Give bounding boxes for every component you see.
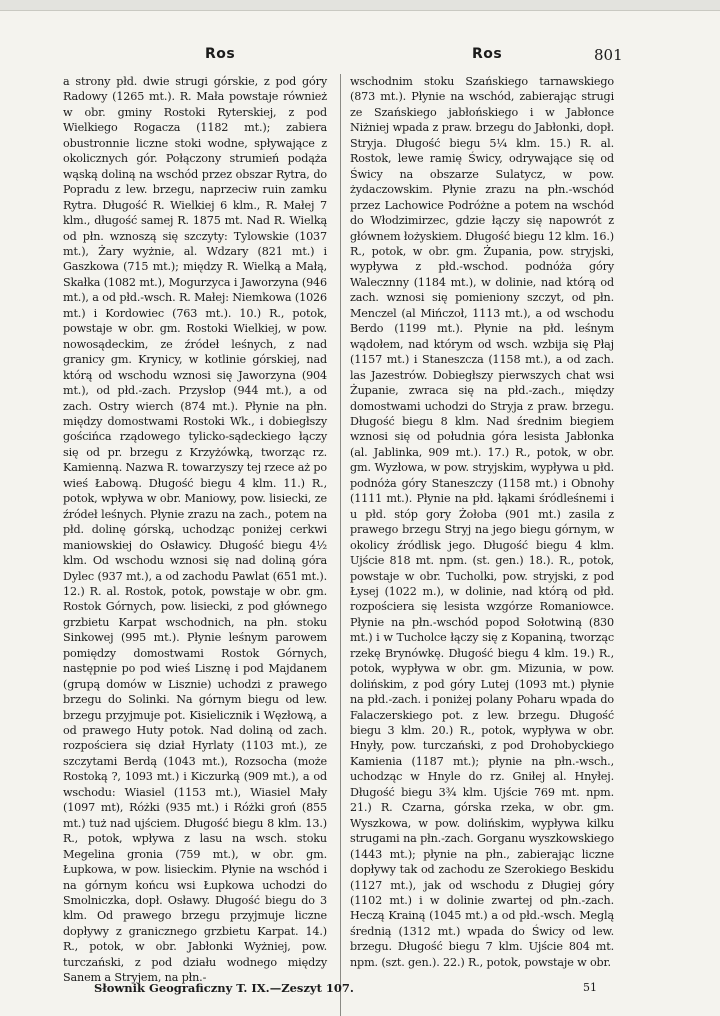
footer-signature: Słownik Geograficzny T. IX.—Zeszyt 107. [94,981,354,995]
footer-sheet-number: 51 [583,981,597,994]
left-column [63,74,327,986]
page-number: 801 [594,46,623,64]
running-head-center: Ros [472,46,503,62]
running-head-left: Ros [205,46,236,62]
scan-top-edge [0,0,720,11]
right-column [350,74,614,970]
column-divider [340,74,341,1016]
right-column-text: wschodnim stoku Szańskiego tarnawskiego (873 mt.). Płynie na wschód, zabierając strugi ze Szańskiego jabłońskiego i w Jabłonce Niżniej wpada z praw. brzegu do Jabłonki, dopł. Stryja. Długość biegu 5¼ klm. 15.) R. al. Rostok, lewe ramię Świcy, odrywające się od Świcy na obszarze Sulatycz, w pow. żydaczowskim. Płynie zrazu na płn.-wschód przez Lachowice Podróżne a potem na wschód do Włodzimirzec, gdzie łączy się napowrót z głównem łożyskiem. Długość biegu 12 klm. 16.) R., potok, w obr. gm. Żupania, pow. stryjski, wypływa z płd.-wschod. podnóża góry Walecznny (1184 mt.), w dolinie, nad którą od zach. wznosi się pomieniony szczyt, od płn. Menczel (al Mińczoł, 1113 mt.), a od wschodu Berdo (1199 mt.). Płynie na płd. leśnym wądołem, nad którym od wsch. wzbija się Płaj (1157 mt.) i Staneszcza (1158 mt.), a od zach. las Jazestrów. Dobiegłszy pierwszych chat wsi Żupanie, zwraca się na płd.-zach., między domostwami uchodzi do Stryja z praw. brzegu. Długość biegu 8 klm. Nad średnim biegiem wznosi się od południa góra lesista Jabłonka (al. Jablinka, 909 mt.). 17.) R., potok, w obr. gm. Wyzłowa, w pow. stryjskim, wypływa u płd. podnóża góry Staneszczy (1158 mt.) i Obnohy (1111 mt.). Płynie na płd. łąkami śródleśnemi i u płd. stóp gory Żołoba (901 mt.) zasila z prawego brzegu Stryj na jego biegu górnym, w okolicy źródlisk jego. Długość biegu 4 klm. Ujście 818 mt. npm. (st. gen.) 18.). R., potok, powstaje w obr. Tucholki, pow. stryjski, z pod Łysej (1022 m.), w dolinie, nad którą od płd. rozpościera się lesista wzgórze Romaniowce. Płynie na płn.-wschód popod Sołotwiną (830 mt.) i w Tucholce łączy się z Kopaniną, tworząc rzekę Brynówkę. Długość biegu 4 klm. 19.) R., potok, wypływa w obr. gm. Mizunia, w pow. dolińskim, z pod góry Lutej (1093 mt.) płynie na płd.-zach. i poniżej polany Poharu wpada do Falaczerskiego pot. z lew. brzegu. Długość biegu 3 klm. 20.) R., potok, wypływa w obr. Hnyły, pow. turczański, z pod Drohobyckiego Kamienia (1187 mt.); płynie na płn.-wsch., uchodząc w Hnyle do rz. Gniłej al. Hnyłej. Długość biegu 3¾ klm. Ujście 769 mt. npm. 21.) R. Czarna, górska rzeka, w obr. gm. Wyszkowa, w pow. dolińskim, wypływa kilku strugami na płn.-zach. Gorganu wyszkowskiego (1443 mt.); płynie na płn., zabierając liczne dopływy tak od zachodu ze Szerokiego Beskidu (1127 mt.), jak od wschodu z Długiej góry (1102 mt.) i w dolinie zwartej od płn.-zach. Heczą Krainą (1045 mt.) a od płd.-wsch. Meglą średnią (1312 mt.) wpada do Świcy od lew. brzegu. Długość biegu 7 klm. Ujście 804 mt. npm. (szt. gen.). 22.) R., potok, powstaje w obr. [350,75,614,969]
left-column-text: a strony płd. dwie strugi górskie, z pod góry Radowy (1265 mt.). R. Mała powstaje również w obr. gminy Rostoki Ryterskiej, z pod Wielkiego Rogacza (1182 mt.); zabiera obustronnie liczne stoki wodne, spływające z okolicznych gór. Połączony strumień podąża wąską doliną na wschód przez obszar Rytra, do Popradu z lew. brzegu, naprzeciw ruin zamku Rytra. Długość R. Wielkiej 6 klm., R. Małej 7 klm., długość samej R. 1875 mt. Nad R. Wielką od płn. wznoszą się szczyty: Tylowskie (1037 mt.), Żary wyżnie, al. Wdzary (821 mt.) i Gaszkowa (715 mt.); między R. Wielką a Małą, Skałka (1082 mt.), Mogurzyca i Jaworzyna (946 mt.), a od płd.-wsch. R. Małej: Niemkowa (1026 mt.) i Kordowiec (763 mt.). 10.) R., potok, powstaje w obr. gm. Rostoki Wielkiej, w pow. nowosądeckim, ze źródeł leśnych, z nad granicy gm. Krynicy, w kotlinie górskiej, nad którą od wschodu wznosi się Jaworzyna (904 mt.), od płd.-zach. Przysłop (944 mt.), a od zach. Ostry wierch (874 mt.). Płynie na płn. między domostwami Rostoki Wk., i dobiegłszy gościńca rządowego tylicko-sądeckiego łączy się od pr. brzegu z Krzyżówką, tworząc rz. Kamienną. Nazwa R. towarzyszy tej rzece aż po wieś Łabową. Długość biegu 4 klm. 11.) R., potok, wpływa w obr. Maniowy, pow. lisiecki, ze źródeł leśnych. Płynie zrazu na zach., potem na płd. dolinę górską, uchodząc poniżej cerkwi maniowskiej do Osławicy. Długość biegu 4½ klm. Od wschodu wznosi się nad doliną góra Dylec (937 mt.), a od zachodu Pawlat (651 mt.). 12.) R. al. Rostok, potok, powstaje w obr. gm. Rostok Górnych, pow. lisiecki, z pod głównego grzbietu Karpat wschodnich, na płn. stoku Sinkowej (995 mt.). Płynie leśnym parowem pomiędzy domostwami Rostok Górnych, następnie po pod wieś Lisznę i pod Majdanem (grupą domów w Lisznie) uchodzi z prawego brzegu do Solinki. Na górnym biegu od lew. brzegu przyjmuje pot. Kisielicznik i Węzłową, a od prawego Huty potok. Nad doliną od zach. rozpościera się dział Hyrlaty (1103 mt.), ze szczytami Berdą (1043 mt.), Rozsocha (może Rostoką ?, 1093 mt.) i Kiczurką (909 mt.), a od wschodu: Wiasiel (1153 mt.), Wiasiel Mały (1097 mt), Różki (935 mt.) i Różki groń (855 mt.) tuż nad ujściem. Długość biegu 8 klm. 13.) R., potok, wpływa z lasu na wsch. stoku Megelina gronia (759 mt.), w obr. gm. Łupkowa, w pow. lisieckim. Płynie na wschód i na górnym końcu wsi Łupkowa uchodzi do Smolniczka, dopł. Osławy. Długość biegu do 3 klm. Od prawego brzegu przyjmuje liczne dopływy z granicznego grzbietu Karpat. 14.) R., potok, w obr. Jabłonki Wyżniej, pow. turczański, z pod działu wodnego między Sanem a Stryjem, na płn.- [63,75,327,985]
